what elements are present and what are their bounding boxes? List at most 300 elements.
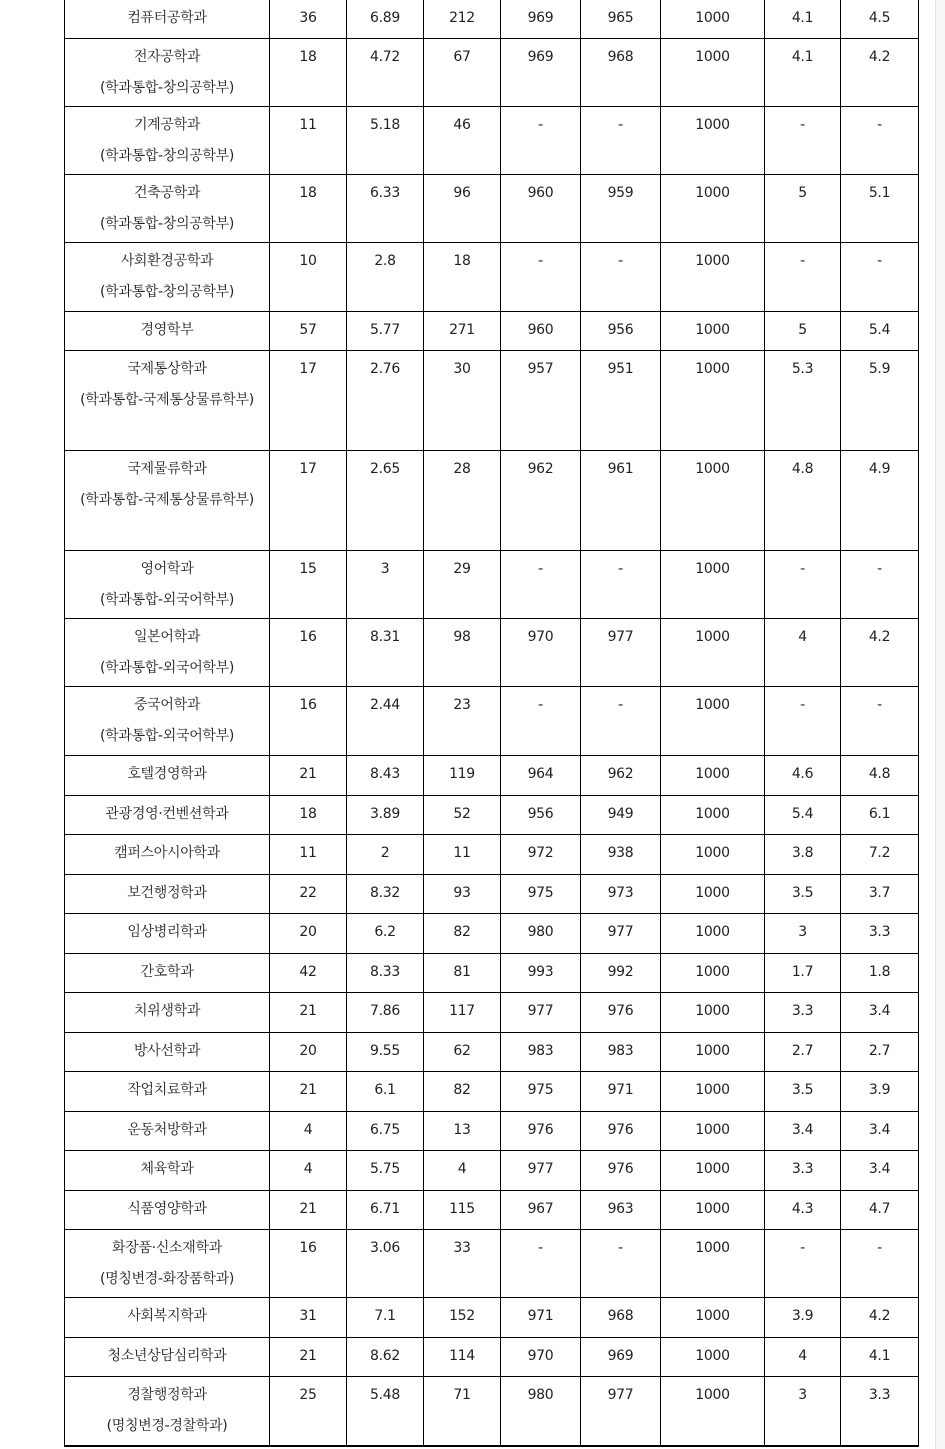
score-max-cell: 1000 (661, 875, 765, 914)
score-top-cell: 975 (501, 875, 581, 914)
score-avg-cell: - (581, 243, 661, 312)
grade-avg-cell: 6.1 (841, 796, 919, 835)
department-name: 국제통상학과 (127, 361, 207, 377)
grade-top-cell: 4 (765, 619, 841, 687)
department-name: 운동처방학과 (127, 1122, 207, 1138)
quota-cell: 10 (270, 243, 347, 312)
table-row (65, 243, 919, 312)
department-name: 사회복지학과 (127, 1308, 207, 1324)
grade-top-cell: 5 (765, 312, 841, 351)
admission-results-table (64, 0, 919, 1447)
grade-top-cell: 4.6 (765, 756, 841, 796)
score-max-cell: 1000 (661, 1112, 765, 1151)
score-avg-cell: 977 (581, 1377, 661, 1446)
score-top-cell: 980 (501, 1377, 581, 1446)
department-name: 작업치료학과 (127, 1082, 207, 1098)
grade-top-cell: 2.7 (765, 1033, 841, 1072)
score-max-cell: 1000 (661, 39, 765, 107)
grade-avg-cell: - (841, 107, 919, 175)
quota-cell: 4 (270, 1112, 347, 1151)
grade-top-cell: - (765, 687, 841, 756)
competition-rate-cell: 8.32 (347, 875, 424, 914)
grade-avg-cell: 4.2 (841, 39, 919, 107)
score-top-cell: 969 (501, 39, 581, 107)
score-max-cell: 1000 (661, 351, 765, 451)
score-top-cell: 977 (501, 1151, 581, 1191)
score-avg-cell: - (581, 687, 661, 756)
grade-avg-cell: 4.1 (841, 1338, 919, 1377)
department-cell (65, 619, 270, 687)
quota-cell: 31 (270, 1298, 347, 1338)
department-cell (65, 551, 270, 619)
applicants-cell: 98 (424, 619, 501, 687)
applicants-cell: 11 (424, 835, 501, 875)
competition-rate-cell: 6.33 (347, 175, 424, 243)
table-row (65, 1072, 919, 1112)
score-max-cell: 1000 (661, 451, 765, 551)
applicants-cell: 93 (424, 875, 501, 914)
department-name: 치위생학과 (133, 1003, 201, 1019)
department-name: 경영학부 (140, 322, 194, 338)
grade-avg-cell: 5.9 (841, 351, 919, 451)
score-avg-cell: 973 (581, 875, 661, 914)
competition-rate-cell: 7.1 (347, 1298, 424, 1338)
department-cell (65, 1298, 270, 1338)
applicants-cell: 115 (424, 1191, 501, 1230)
department-name: 국제물류학과 (127, 461, 207, 477)
grade-avg-cell: 1.8 (841, 954, 919, 993)
score-max-cell: 1000 (661, 1230, 765, 1298)
score-avg-cell: 977 (581, 914, 661, 954)
department-name: 기계공학과 (133, 117, 201, 133)
department-name: 식품영양학과 (127, 1201, 207, 1217)
grade-top-cell: 4.3 (765, 1191, 841, 1230)
score-top-cell: 980 (501, 914, 581, 954)
score-max-cell: 1000 (661, 312, 765, 351)
score-max-cell: 1000 (661, 1338, 765, 1377)
department-name: 건축공학과 (133, 185, 201, 201)
grade-avg-cell: 4.5 (841, 0, 919, 39)
department-note: (학과통합-외국어학부) (99, 728, 235, 744)
department-note: (명칭변경-화장품학과) (99, 1271, 235, 1287)
department-note: (학과통합-창의공학부) (99, 216, 235, 232)
applicants-cell: 96 (424, 175, 501, 243)
department-name: 전자공학과 (133, 49, 201, 65)
quota-cell: 25 (270, 1377, 347, 1446)
applicants-cell: 28 (424, 451, 501, 551)
quota-cell: 15 (270, 551, 347, 619)
grade-avg-cell: - (841, 687, 919, 756)
table-row (65, 1112, 919, 1151)
table-row (65, 1191, 919, 1230)
table-row (65, 1230, 919, 1298)
score-avg-cell: 969 (581, 1338, 661, 1377)
competition-rate-cell: 8.62 (347, 1338, 424, 1377)
grade-top-cell: 3.8 (765, 835, 841, 875)
competition-rate-cell: 8.43 (347, 756, 424, 796)
quota-cell: 18 (270, 175, 347, 243)
competition-rate-cell: 6.89 (347, 0, 424, 39)
score-top-cell: 960 (501, 312, 581, 351)
applicants-cell: 33 (424, 1230, 501, 1298)
score-max-cell: 1000 (661, 0, 765, 39)
grade-top-cell: 3.4 (765, 1112, 841, 1151)
score-max-cell: 1000 (661, 993, 765, 1033)
department-name: 관광경영·컨벤션학과 (105, 806, 229, 822)
grade-top-cell: 3.5 (765, 1072, 841, 1112)
applicants-cell: 119 (424, 756, 501, 796)
department-cell (65, 954, 270, 993)
score-max-cell: 1000 (661, 756, 765, 796)
score-avg-cell: 968 (581, 39, 661, 107)
department-cell (65, 1338, 270, 1377)
score-top-cell: 970 (501, 619, 581, 687)
department-name: 방사선학과 (133, 1043, 201, 1059)
table-row (65, 551, 919, 619)
quota-cell: 21 (270, 1191, 347, 1230)
score-top-cell: 964 (501, 756, 581, 796)
grade-top-cell: 4.1 (765, 0, 841, 39)
table-row (65, 875, 919, 914)
quota-cell: 18 (270, 39, 347, 107)
competition-rate-cell: 2.44 (347, 687, 424, 756)
department-cell (65, 875, 270, 914)
grade-avg-cell: 5.4 (841, 312, 919, 351)
score-avg-cell: - (581, 551, 661, 619)
table-row (65, 993, 919, 1033)
grade-avg-cell: 2.7 (841, 1033, 919, 1072)
department-cell (65, 312, 270, 351)
applicants-cell: 82 (424, 914, 501, 954)
department-note: (명칭변경-경찰학과) (106, 1418, 228, 1434)
table-row (65, 1298, 919, 1338)
score-avg-cell: - (581, 107, 661, 175)
table-row (65, 1151, 919, 1191)
quota-cell: 20 (270, 914, 347, 954)
score-max-cell: 1000 (661, 175, 765, 243)
grade-top-cell: - (765, 1230, 841, 1298)
department-name: 일본어학과 (133, 629, 201, 645)
page-scrollbar-edge (935, 0, 945, 1449)
score-top-cell: 967 (501, 1191, 581, 1230)
table-row (65, 756, 919, 796)
competition-rate-cell: 8.33 (347, 954, 424, 993)
department-cell (65, 914, 270, 954)
grade-top-cell: 5 (765, 175, 841, 243)
score-avg-cell: 963 (581, 1191, 661, 1230)
competition-rate-cell: 3.89 (347, 796, 424, 835)
table-row (65, 175, 919, 243)
score-top-cell: - (501, 243, 581, 312)
grade-top-cell: 3 (765, 914, 841, 954)
grade-avg-cell: 7.2 (841, 835, 919, 875)
department-name: 호텔경영학과 (127, 766, 207, 782)
applicants-cell: 271 (424, 312, 501, 351)
applicants-cell: 52 (424, 796, 501, 835)
grade-avg-cell: 3.3 (841, 914, 919, 954)
competition-rate-cell: 6.75 (347, 1112, 424, 1151)
grade-top-cell: - (765, 551, 841, 619)
score-top-cell: 983 (501, 1033, 581, 1072)
score-top-cell: 975 (501, 1072, 581, 1112)
score-avg-cell: 961 (581, 451, 661, 551)
department-cell (65, 1191, 270, 1230)
quota-cell: 21 (270, 993, 347, 1033)
department-name: 보건행정학과 (127, 885, 207, 901)
competition-rate-cell: 5.48 (347, 1377, 424, 1446)
grade-top-cell: 4.8 (765, 451, 841, 551)
table-row (65, 0, 919, 39)
score-avg-cell: 949 (581, 796, 661, 835)
score-max-cell: 1000 (661, 551, 765, 619)
score-top-cell: 976 (501, 1112, 581, 1151)
quota-cell: 11 (270, 107, 347, 175)
quota-cell: 17 (270, 451, 347, 551)
quota-cell: 16 (270, 687, 347, 756)
department-note: (학과통합-외국어학부) (99, 592, 235, 608)
quota-cell: 36 (270, 0, 347, 39)
applicants-cell: 81 (424, 954, 501, 993)
department-name: 중국어학과 (133, 697, 201, 713)
department-name: 간호학과 (140, 964, 194, 980)
grade-avg-cell: 4.9 (841, 451, 919, 551)
quota-cell: 21 (270, 756, 347, 796)
department-cell (65, 796, 270, 835)
score-top-cell: 993 (501, 954, 581, 993)
score-top-cell: 962 (501, 451, 581, 551)
score-top-cell: 969 (501, 0, 581, 39)
score-max-cell: 1000 (661, 835, 765, 875)
department-note: (학과통합-창의공학부) (99, 148, 235, 164)
table-row (65, 312, 919, 351)
quota-cell: 42 (270, 954, 347, 993)
grade-avg-cell: 3.4 (841, 1151, 919, 1191)
table-row (65, 1377, 919, 1446)
grade-top-cell: 4 (765, 1338, 841, 1377)
department-cell (65, 1033, 270, 1072)
department-cell (65, 0, 270, 39)
department-cell (65, 1112, 270, 1151)
applicants-cell: 82 (424, 1072, 501, 1112)
competition-rate-cell: 5.75 (347, 1151, 424, 1191)
applicants-cell: 30 (424, 351, 501, 451)
quota-cell: 16 (270, 619, 347, 687)
table-row (65, 451, 919, 551)
grade-top-cell: - (765, 107, 841, 175)
department-note: (학과통합-국제통상물류학부) (80, 492, 254, 508)
table-row (65, 1338, 919, 1377)
score-avg-cell: 976 (581, 1112, 661, 1151)
table-row (65, 351, 919, 451)
score-max-cell: 1000 (661, 1072, 765, 1112)
score-top-cell: - (501, 687, 581, 756)
applicants-cell: 13 (424, 1112, 501, 1151)
department-name: 체육학과 (140, 1161, 194, 1177)
grade-avg-cell: - (841, 551, 919, 619)
grade-avg-cell: - (841, 1230, 919, 1298)
department-name: 컴퓨터공학과 (127, 10, 207, 26)
applicants-cell: 212 (424, 0, 501, 39)
competition-rate-cell: 5.77 (347, 312, 424, 351)
department-cell (65, 687, 270, 756)
score-avg-cell: 956 (581, 312, 661, 351)
score-top-cell: - (501, 1230, 581, 1298)
department-cell (65, 243, 270, 312)
score-avg-cell: 965 (581, 0, 661, 39)
score-max-cell: 1000 (661, 796, 765, 835)
department-name: 캠퍼스아시아학과 (114, 845, 220, 861)
department-name: 경찰행정학과 (127, 1387, 207, 1403)
score-avg-cell: 992 (581, 954, 661, 993)
department-name: 화장품·신소재학과 (112, 1240, 222, 1256)
grade-top-cell: 3 (765, 1377, 841, 1446)
department-cell (65, 1151, 270, 1191)
competition-rate-cell: 2 (347, 835, 424, 875)
score-top-cell: 960 (501, 175, 581, 243)
score-avg-cell: 976 (581, 993, 661, 1033)
grade-avg-cell: 3.9 (841, 1072, 919, 1112)
score-top-cell: 970 (501, 1338, 581, 1377)
grade-avg-cell: 3.7 (841, 875, 919, 914)
score-max-cell: 1000 (661, 687, 765, 756)
applicants-cell: 23 (424, 687, 501, 756)
department-cell (65, 1377, 270, 1446)
department-name: 임상병리학과 (127, 924, 207, 940)
competition-rate-cell: 2.8 (347, 243, 424, 312)
grade-top-cell: 3.5 (765, 875, 841, 914)
score-max-cell: 1000 (661, 1151, 765, 1191)
grade-top-cell: 4.1 (765, 39, 841, 107)
grade-top-cell: 5.3 (765, 351, 841, 451)
score-avg-cell: 976 (581, 1151, 661, 1191)
department-note: (학과통합-외국어학부) (99, 660, 235, 676)
quota-cell: 21 (270, 1072, 347, 1112)
competition-rate-cell: 3.06 (347, 1230, 424, 1298)
grade-top-cell: 3.3 (765, 1151, 841, 1191)
table-row (65, 619, 919, 687)
grade-avg-cell: - (841, 243, 919, 312)
grade-top-cell: 5.4 (765, 796, 841, 835)
score-max-cell: 1000 (661, 107, 765, 175)
grade-avg-cell: 3.3 (841, 1377, 919, 1446)
score-avg-cell: - (581, 1230, 661, 1298)
department-cell (65, 1072, 270, 1112)
score-top-cell: 956 (501, 796, 581, 835)
department-cell (65, 1230, 270, 1298)
applicants-cell: 114 (424, 1338, 501, 1377)
quota-cell: 16 (270, 1230, 347, 1298)
grade-avg-cell: 3.4 (841, 993, 919, 1033)
department-note: (학과통합-창의공학부) (99, 80, 235, 96)
applicants-cell: 71 (424, 1377, 501, 1446)
grade-avg-cell: 3.4 (841, 1112, 919, 1151)
competition-rate-cell: 4.72 (347, 39, 424, 107)
department-cell (65, 835, 270, 875)
score-top-cell: 971 (501, 1298, 581, 1338)
score-max-cell: 1000 (661, 619, 765, 687)
table-row (65, 796, 919, 835)
quota-cell: 22 (270, 875, 347, 914)
table-row (65, 835, 919, 875)
quota-cell: 11 (270, 835, 347, 875)
score-avg-cell: 977 (581, 619, 661, 687)
competition-rate-cell: 6.2 (347, 914, 424, 954)
score-avg-cell: 951 (581, 351, 661, 451)
score-top-cell: - (501, 551, 581, 619)
score-top-cell: 972 (501, 835, 581, 875)
grade-avg-cell: 4.8 (841, 756, 919, 796)
department-cell (65, 107, 270, 175)
competition-rate-cell: 6.71 (347, 1191, 424, 1230)
grade-top-cell: 3.3 (765, 993, 841, 1033)
department-cell (65, 993, 270, 1033)
table-row (65, 914, 919, 954)
table-body (65, 0, 919, 1446)
score-max-cell: 1000 (661, 243, 765, 312)
score-top-cell: 977 (501, 993, 581, 1033)
department-cell (65, 756, 270, 796)
applicants-cell: 117 (424, 993, 501, 1033)
competition-rate-cell: 2.76 (347, 351, 424, 451)
quota-cell: 18 (270, 796, 347, 835)
applicants-cell: 18 (424, 243, 501, 312)
score-avg-cell: 959 (581, 175, 661, 243)
table-row (65, 39, 919, 107)
score-max-cell: 1000 (661, 1377, 765, 1446)
applicants-cell: 29 (424, 551, 501, 619)
department-name: 사회환경공학과 (120, 253, 214, 269)
department-cell (65, 175, 270, 243)
grade-avg-cell: 4.7 (841, 1191, 919, 1230)
department-cell (65, 451, 270, 551)
quota-cell: 20 (270, 1033, 347, 1072)
competition-rate-cell: 7.86 (347, 993, 424, 1033)
table-row (65, 954, 919, 993)
department-note: (학과통합-국제통상물류학부) (80, 392, 254, 408)
quota-cell: 21 (270, 1338, 347, 1377)
competition-rate-cell: 6.1 (347, 1072, 424, 1112)
table-row (65, 1033, 919, 1072)
grade-avg-cell: 5.1 (841, 175, 919, 243)
department-cell (65, 351, 270, 451)
department-note: (학과통합-창의공학부) (99, 284, 235, 300)
applicants-cell: 152 (424, 1298, 501, 1338)
quota-cell: 17 (270, 351, 347, 451)
grade-avg-cell: 4.2 (841, 1298, 919, 1338)
score-top-cell: 957 (501, 351, 581, 451)
score-max-cell: 1000 (661, 914, 765, 954)
grade-avg-cell: 4.2 (841, 619, 919, 687)
competition-rate-cell: 8.31 (347, 619, 424, 687)
applicants-cell: 62 (424, 1033, 501, 1072)
quota-cell: 57 (270, 312, 347, 351)
competition-rate-cell: 2.65 (347, 451, 424, 551)
score-max-cell: 1000 (661, 954, 765, 993)
table-row (65, 107, 919, 175)
department-name: 청소년상담심리학과 (107, 1348, 227, 1364)
score-avg-cell: 968 (581, 1298, 661, 1338)
score-max-cell: 1000 (661, 1191, 765, 1230)
score-max-cell: 1000 (661, 1033, 765, 1072)
competition-rate-cell: 5.18 (347, 107, 424, 175)
score-avg-cell: 983 (581, 1033, 661, 1072)
quota-cell: 4 (270, 1151, 347, 1191)
grade-top-cell: 1.7 (765, 954, 841, 993)
department-cell (65, 39, 270, 107)
department-name: 영어학과 (140, 561, 194, 577)
score-avg-cell: 938 (581, 835, 661, 875)
score-avg-cell: 971 (581, 1072, 661, 1112)
